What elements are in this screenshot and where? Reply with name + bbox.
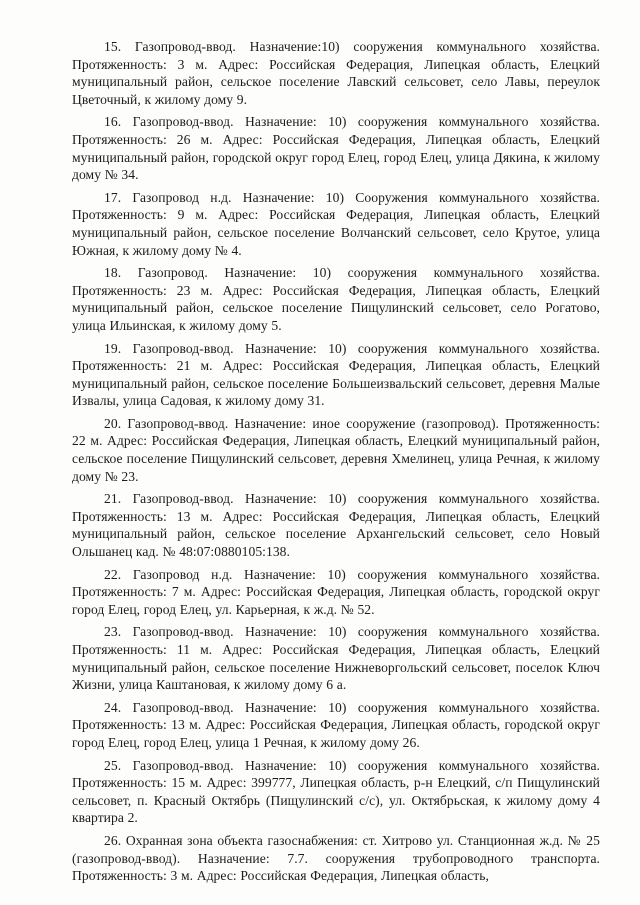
paragraph-item-15: 15. Газопровод-ввод. Назначение:10) сооружения коммунального хозяйства. Протяженность: 3 м. Адрес: Российская Федерация, Липецкая область, Елецкий муниципальный район, сельское поселение Лавский сельсовет, село Лавы, переулок Цветочный, к жилому дому 9. bbox=[72, 39, 600, 107]
paragraph-item-23: 23. Газопровод-ввод. Назначение: 10) сооружения коммунального хозяйства. Протяженность: 11 м. Адрес: Российская Федерация, Липецкая область, Елецкий муниципальный район, сельское поселение Нижневоргольский сельсовет, поселок Ключ Жизни, улица Каштановая, к жилому дому 6 а. bbox=[72, 624, 600, 693]
paragraph-item-17: 17. Газопровод н.д. Назначение: 10) Сооружения коммунального хозяйства. Протяженность: 9 м. Адрес: Российская Федерация, Липецкая область, Елецкий муниципальный район, сельское поселение Волчанский сельсовет, село Крутое, улица Южная, к жилому дому № 4. bbox=[72, 189, 600, 258]
paragraph-item-21: 21. Газопровод-ввод. Назначение: 10) сооружения коммунального хозяйства. Протяженность: 13 м. Адрес: Российская Федерация, Липецкая область, Елецкий муниципальный район, сельское поселение Архангельский сельсовет, село Новый Ольшанец кад. № 48:07:0880105:138. bbox=[72, 491, 600, 560]
paragraph-item-25: 25. Газопровод-ввод. Назначение: 10) сооружения коммунального хозяйства. Протяженность: 15 м. Адрес: 399777, Липецкая область, р-н Елецкий, с/п Пищулинский сельсовет, п. Красный Октябрь (Пищулинский с/с), ул. Октябрьская, к жилому дому 4 квартира 2. bbox=[72, 757, 600, 826]
paragraph-item-22: 22. Газопровод н.д. Назначение: 10) сооружения коммунального хозяйства. Протяженность: 7 м. Адрес: Российская Федерация, Липецкая область, городской округ город Елец, город Елец, ул. Карьерная, к ж.д. № 52. bbox=[72, 566, 600, 617]
paragraph-item-26: 26. Охранная зона объекта газоснабжения: ст. Хитрово ул. Станционная ж.д. № 25 (газопровод-ввод). Назначение: 7.7. сооружения трубопроводного транспорта. Протяженность: 3 м. Адрес: Российская Федерация, Липецкая область, bbox=[72, 832, 600, 884]
paragraph-item-16: 16. Газопровод-ввод. Назначение: 10) сооружения коммунального хозяйства. Протяженность: 26 м. Адрес: Российская Федерация, Липецкая область, Елецкий муниципальный район, городской округ город Елец, город Елец, улица Дякина, к жилому дому № 34. bbox=[72, 114, 600, 183]
paragraph-item-18: 18. Газопровод. Назначение: 10) сооружения коммунального хозяйства. Протяженность: 23 м. Адрес: Российская Федерация, Липецкая область, Елецкий муниципальный район, сельское поселение Пищулинский сельсовет, село Рогатово, улица Ильинская, к жилому дому 5. bbox=[72, 265, 600, 333]
paragraph-item-24: 24. Газопровод-ввод. Назначение: 10) сооружения коммунального хозяйства. Протяженность: 13 м. Адрес: Российская Федерация, Липецкая область, городской округ город Елец, город Елец, улица 1 Речная, к жилому дому 26. bbox=[72, 699, 600, 750]
paragraph-item-20: 20. Газопровод-ввод. Назначение: иное сооружение (газопровод). Протяженность: 22 м. Адрес: Российская Федерация, Липецкая область, Елецкий муниципальный район, сельское поселение Пищулинский сельсовет, деревня Хмелинец, улица Речная, к жилому дому № 23. bbox=[72, 415, 600, 484]
paragraph-item-19: 19. Газопровод-ввод. Назначение: 10) сооружения коммунального хозяйства. Протяженность: 21 м. Адрес: Российская Федерация, Липецкая область, Елецкий муниципальный район, сельское поселение Большеизвальский сельсовет, деревня Малые Извалы, улица Садовая, к жилому дому 31. bbox=[72, 340, 600, 409]
